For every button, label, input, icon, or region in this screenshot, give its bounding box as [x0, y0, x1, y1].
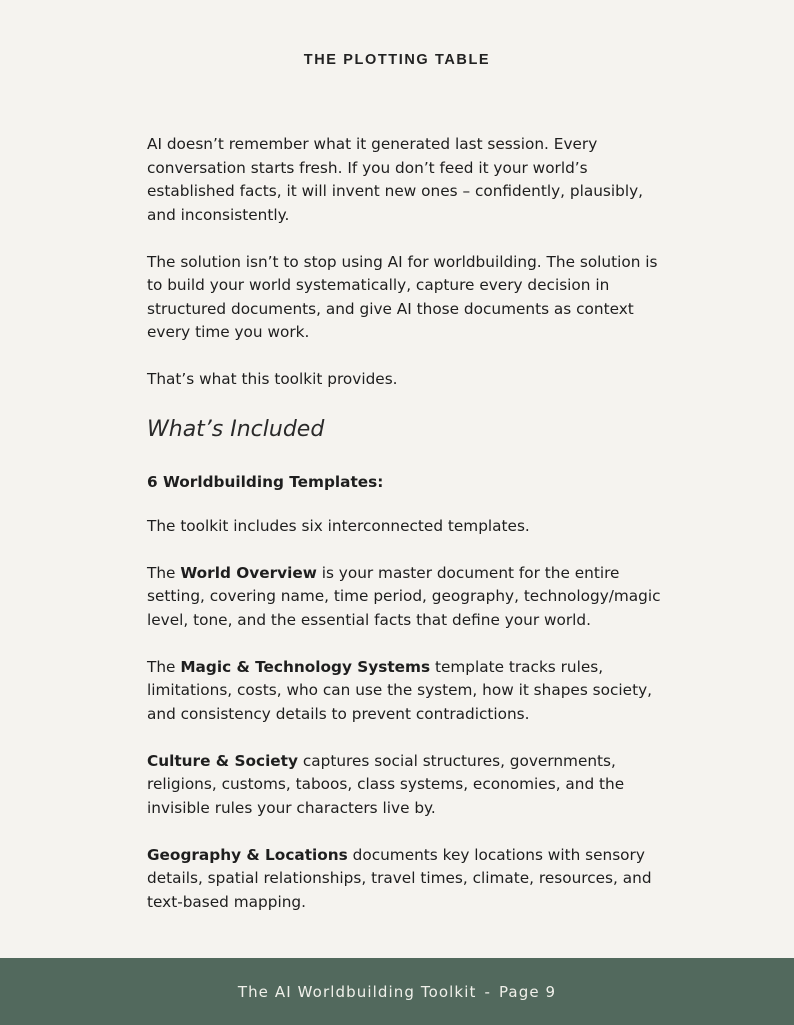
- term-culture-society: Culture & Society: [147, 751, 298, 770]
- page-body: [147, 133, 667, 938]
- text-rest: is your master document for the entire setting, covering name, time period, geography, technology/magic level, tone, and the essential facts that define your world.: [147, 563, 661, 629]
- section-heading: What’s Included: [147, 417, 325, 442]
- text-pre: The: [147, 563, 181, 582]
- running-header: THE PLOTTING TABLE: [303, 52, 491, 68]
- text-rest: template tracks rules, limitations, costs, who can use the system, how it shapes society, and consistency details to prevent contradictions.: [147, 657, 652, 723]
- text-rest: documents key locations with sensory details, spatial relationships, travel times, climate, resources, and text-based mapping.: [147, 845, 652, 911]
- paragraph-culture-society: [147, 750, 667, 821]
- text-rest: captures social structures, governments, religions, customs, taboos, class systems, economies, and the invisible rules your characters live by.: [147, 751, 625, 817]
- footer-separator: -: [484, 982, 491, 1001]
- term-geography-locations: Geography & Locations: [147, 845, 348, 864]
- footer-page-number: Page 9: [498, 982, 557, 1001]
- paragraph-geography-locations: [147, 844, 667, 915]
- text-pre: The: [147, 657, 181, 676]
- templates-subheading: 6 Worldbuilding Templates:: [147, 473, 384, 491]
- term-magic-technology: Magic & Technology Systems: [180, 657, 431, 676]
- footer-title: The AI Worldbuilding Toolkit: [237, 982, 477, 1001]
- paragraph-solution: The solution isn’t to stop using AI for worldbuilding. The solution is to build your world systematically, capture every decision in structured documents, and give AI those documents as context every time you work.: [147, 252, 658, 341]
- paragraph-templates-intro: The toolkit includes six interconnected templates.: [147, 516, 530, 535]
- page-footer: [0, 958, 794, 1025]
- term-world-overview: World Overview: [180, 563, 317, 582]
- paragraph-toolkit-provides: That’s what this toolkit provides.: [147, 370, 398, 388]
- paragraph-intro: AI doesn’t remember what it generated last session. Every conversation starts fresh. If you don’t feed it your world’s established facts, it will invent new ones – confidently, plausibly, and inconsistently.: [147, 135, 644, 224]
- paragraph-world-overview: [147, 562, 667, 633]
- paragraph-magic-technology: [147, 656, 667, 727]
